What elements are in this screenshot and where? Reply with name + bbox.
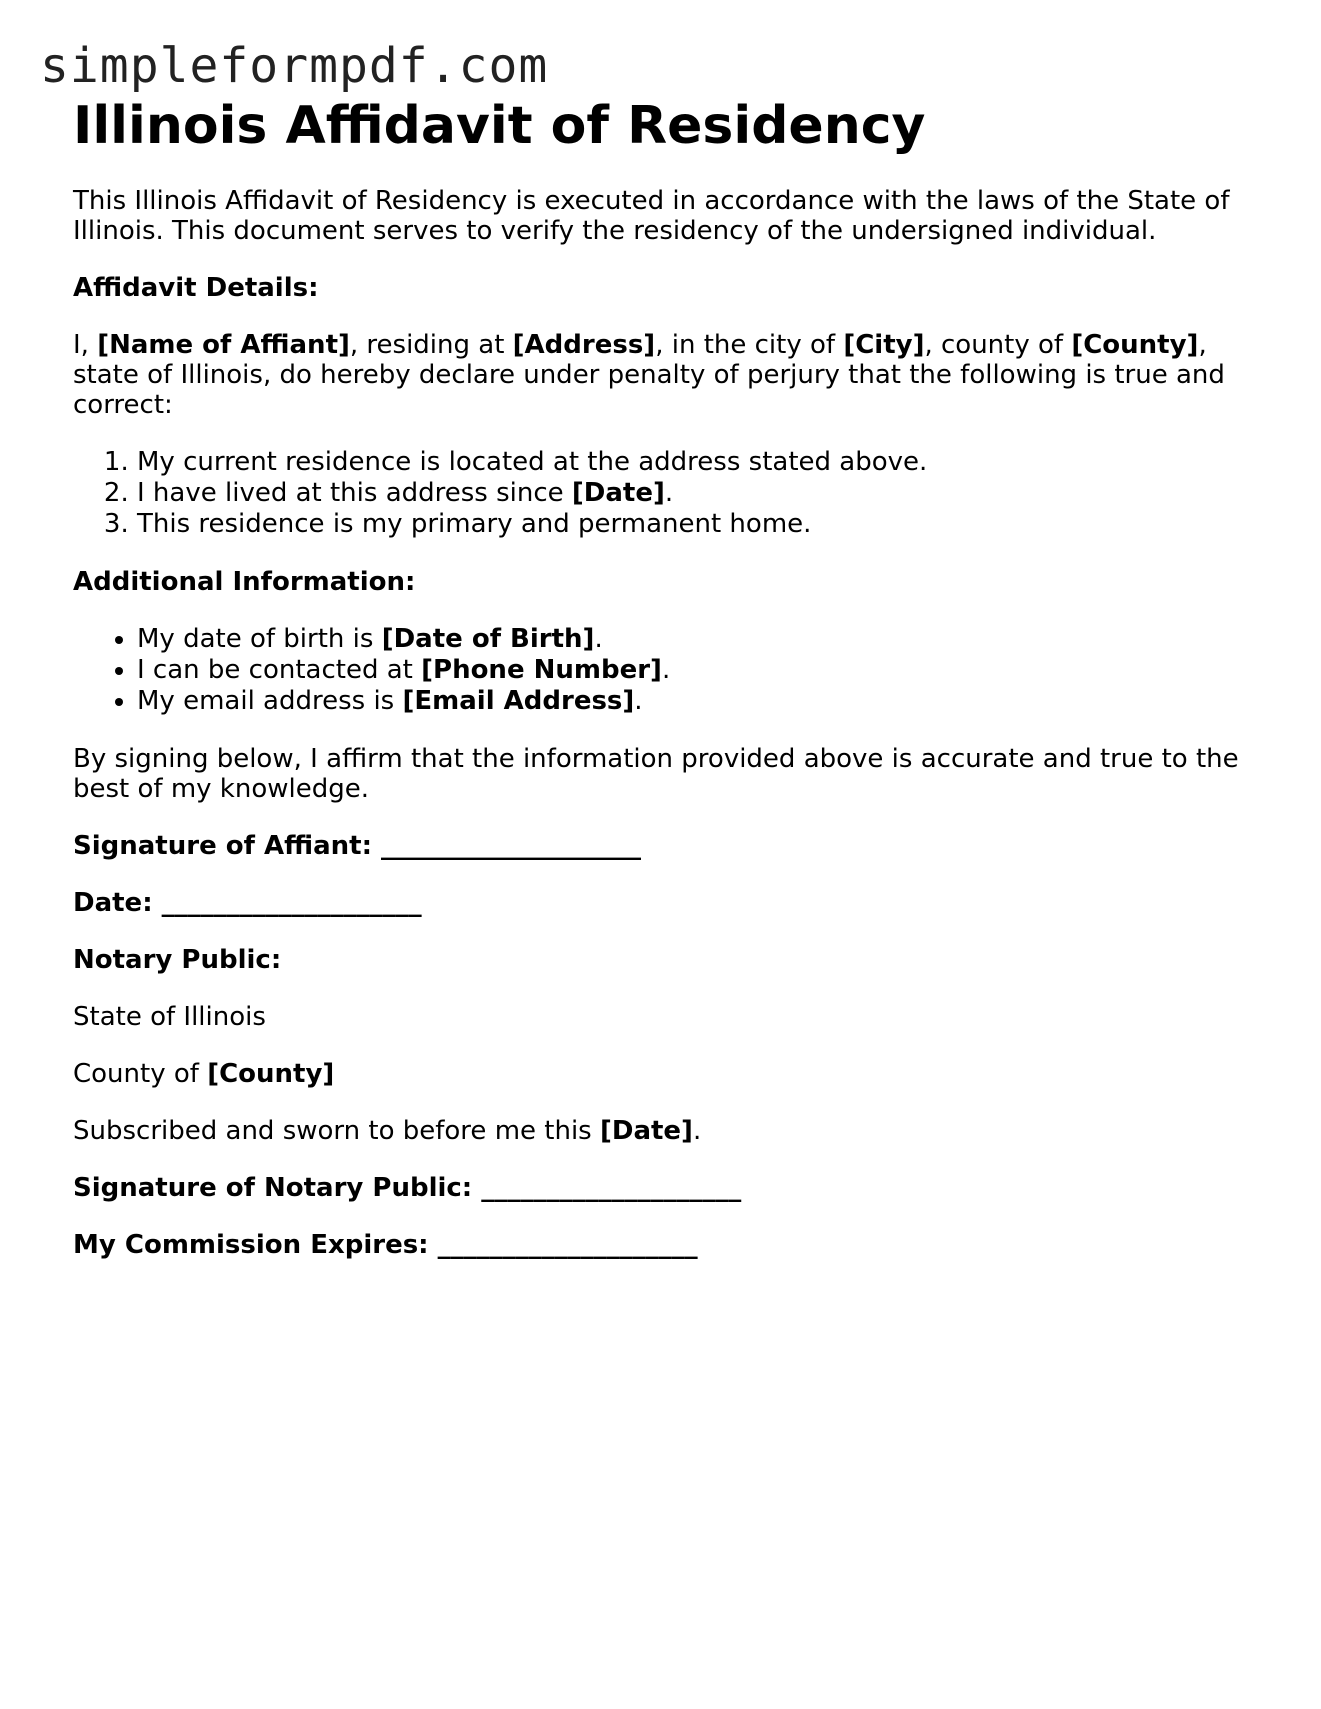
notary-county: County of [County] bbox=[73, 1059, 335, 1089]
commission-expires-line: My Commission Expires: ____________________ bbox=[73, 1230, 698, 1260]
document-page bbox=[73, 90, 1253, 1260]
county-placeholder: [County] bbox=[1071, 330, 1199, 360]
date-of-birth-placeholder: [Date of Birth] bbox=[381, 624, 595, 654]
list-item: 1. My current residence is located at the address stated above. bbox=[137, 447, 1253, 478]
additional-information-list bbox=[73, 624, 1253, 717]
address-placeholder: [Address] bbox=[512, 330, 656, 360]
notary-state: State of Illinois bbox=[73, 1002, 266, 1032]
date-line: Date: ____________________ bbox=[73, 888, 422, 918]
notary-signature-line: Signature of Notary Public: ____________________ bbox=[73, 1173, 742, 1203]
affiant-name-placeholder: [Name of Affiant] bbox=[97, 330, 350, 360]
date-placeholder: [Date] bbox=[571, 478, 665, 508]
affidavit-details-heading: Affidavit Details: bbox=[73, 273, 319, 303]
sworn-statement: Subscribed and sworn to before me this [Date]. bbox=[73, 1116, 702, 1146]
notary-county-placeholder: [County] bbox=[207, 1059, 335, 1089]
list-item: 2. I have lived at this address since [Date]. bbox=[137, 478, 1253, 509]
list-item: • My date of birth is [Date of Birth]. bbox=[137, 624, 1253, 655]
list-item: • My email address is [Email Address]. bbox=[137, 686, 1253, 717]
watermark: simpleformpdf.com bbox=[40, 38, 549, 94]
affiant-statement: I, [Name of Affiant], residing at [Address], in the city of [City], county of [County], state of Illinois, do hereby declare under penalty of perjury that the following is true and correct: bbox=[73, 330, 1225, 420]
notary-public-heading: Notary Public: bbox=[73, 945, 282, 975]
email-address-placeholder: [Email Address] bbox=[402, 686, 635, 716]
document-title: Illinois Affidavit of Residency bbox=[73, 96, 926, 156]
additional-information-heading: Additional Information: bbox=[73, 567, 416, 597]
list-item: • I can be contacted at [Phone Number]. bbox=[137, 655, 1253, 686]
sworn-date-placeholder: [Date] bbox=[599, 1116, 693, 1146]
residency-statements-list bbox=[73, 447, 1253, 540]
affirmation-paragraph: By signing below, I affirm that the information provided above is accurate and true to the best of my knowledge. bbox=[73, 744, 1239, 804]
affiant-signature-line: Signature of Affiant: ____________________ bbox=[73, 831, 642, 861]
city-placeholder: [City] bbox=[843, 330, 925, 360]
list-item: 3. This residence is my primary and permanent home. bbox=[137, 509, 1253, 540]
intro-paragraph: This Illinois Affidavit of Residency is executed in accordance with the laws of the State of Illinois. This document serves to verify the residency of the undersigned individual. bbox=[73, 186, 1230, 246]
phone-number-placeholder: [Phone Number] bbox=[421, 655, 662, 685]
